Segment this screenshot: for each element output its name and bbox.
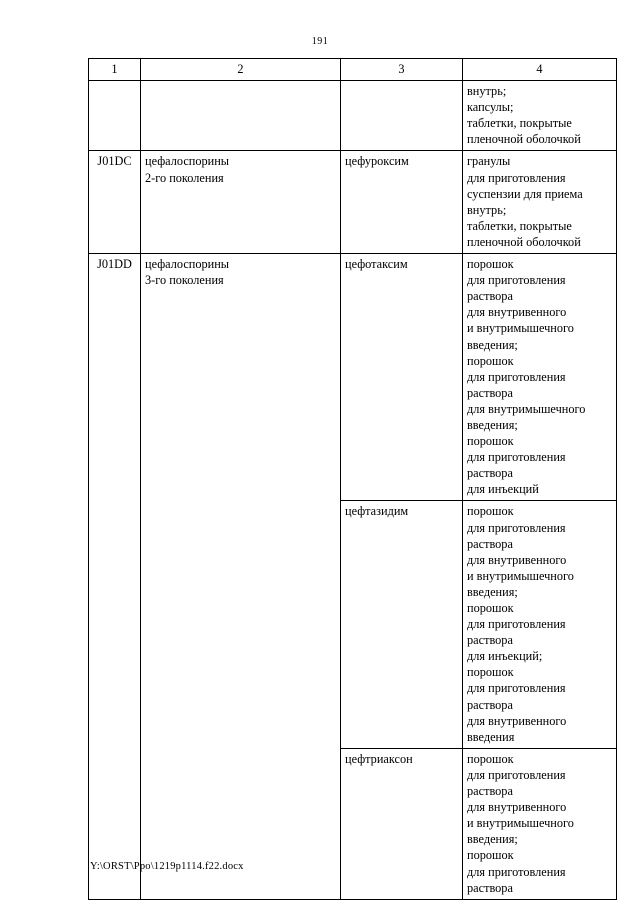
column-header-2: 2: [141, 59, 341, 81]
column-header-4: 4: [463, 59, 617, 81]
table-row: [89, 81, 617, 151]
dosage-form-cell: порошок для приготовления раствора для внутривенного и внутримышечного введения; порошок для приготовления раствора для инъекций; порошок для приготовления раствора для внутривенного введения: [463, 501, 617, 748]
page-number: 191: [311, 36, 329, 47]
dosage-form-cell: порошок для приготовления раствора для внутривенного и внутримышечного введения; порошок для приготовления раствора: [463, 748, 617, 899]
dosage-form-cell: порошок для приготовления раствора для внутривенного и внутримышечного введения; порошок для приготовления раствора для внутримышечного введения; порошок для приготовления раствора для инъекций: [463, 254, 617, 501]
table-row: [89, 254, 617, 501]
substance-cell: цефуроксим: [341, 151, 463, 254]
column-header-3: 3: [341, 59, 463, 81]
atc-code-cell: J01DC: [89, 151, 141, 254]
table-header-row: [89, 59, 617, 81]
group-name-cell: цефалоспорины 3-го поколения: [141, 254, 341, 900]
dosage-form-cell: внутрь; капсулы; таблетки, покрытые пленочной оболочкой: [463, 81, 617, 151]
group-name-cell: цефалоспорины 2-го поколения: [141, 151, 341, 254]
substance-cell: цефтазидим: [341, 501, 463, 748]
group-name-cell: [141, 81, 341, 151]
atc-code-cell: [89, 81, 141, 151]
substance-cell: цефтриаксон: [341, 748, 463, 899]
table-row: [89, 151, 617, 254]
atc-code-cell: J01DD: [89, 254, 141, 900]
footer-file-path: Y:\ORST\Ppo\1219p1114.f22.docx: [90, 861, 244, 872]
substance-cell: [341, 81, 463, 151]
medicines-table: [88, 58, 617, 900]
column-header-1: 1: [89, 59, 141, 81]
dosage-form-cell: гранулы для приготовления суспензии для приема внутрь; таблетки, покрытые пленочной оболочкой: [463, 151, 617, 254]
substance-cell: цефотаксим: [341, 254, 463, 501]
